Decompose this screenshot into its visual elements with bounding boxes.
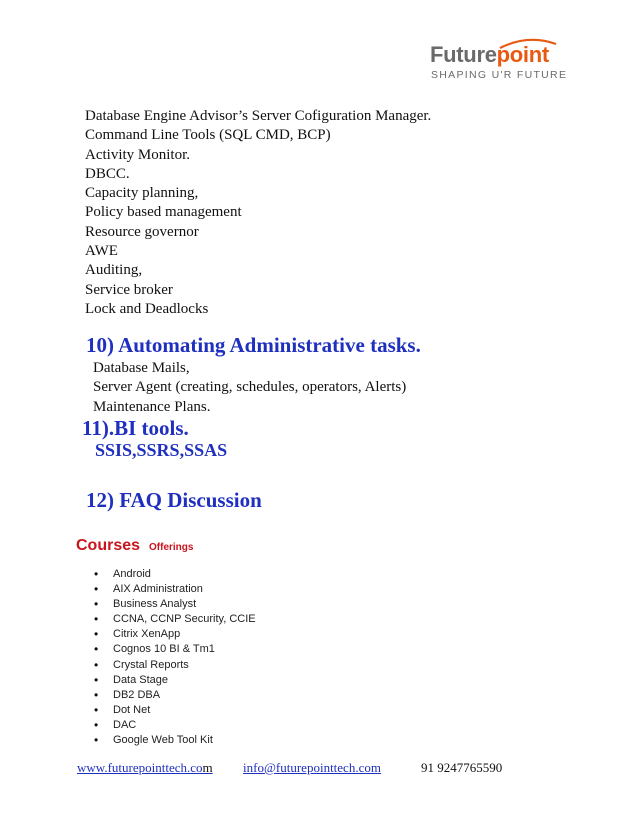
course-item: • Data Stage <box>94 673 256 688</box>
footer-website-link[interactable] <box>77 760 213 776</box>
logo-wordmark <box>430 42 549 68</box>
section-10-list <box>93 359 406 417</box>
topic-item: Service broker <box>85 281 173 298</box>
topic-item: Resource governor <box>85 223 199 240</box>
topic-item: Auditing, <box>85 262 143 279</box>
topic-item: Command Line Tools (SQL CMD, BCP) <box>85 127 331 144</box>
course-item: • Business Analyst <box>94 597 256 612</box>
footer-email-link[interactable]: info@futurepointtech.com <box>243 760 381 775</box>
course-item: • Dot Net <box>94 703 256 718</box>
topic-item: DBCC. <box>85 165 130 182</box>
section-12-heading: 12) FAQ Discussion <box>86 488 262 512</box>
course-item: • Google Web Tool Kit <box>94 733 256 748</box>
footer-website-text[interactable]: www.futurepointtech.co <box>77 760 203 775</box>
topic-item: Database Engine Advisor’s Server Cofiguration Manager. <box>85 108 432 124</box>
topic-list <box>85 107 431 319</box>
topic-item: Lock and Deadlocks <box>85 300 209 317</box>
courses-subtitle: Offerings <box>149 542 194 553</box>
bi-tools-list: SSIS,SSRS,SSAS <box>95 440 228 460</box>
course-item: • Cognos 10 BI & Tm1 <box>94 642 256 657</box>
section-10-item: Server Agent (creating, schedules, operators, Alerts) <box>93 379 407 396</box>
courses-title: Courses <box>76 537 141 554</box>
section-10-item: Database Mails, <box>93 360 190 376</box>
topic-item: Activity Monitor. <box>85 146 190 163</box>
footer-phone: 91 9247765590 <box>421 760 503 775</box>
course-list <box>94 567 256 748</box>
section-10-item: Maintenance Plans. <box>93 398 211 415</box>
course-item: • DAC <box>94 718 256 733</box>
course-item: • DB2 DBA <box>94 688 256 703</box>
futurepoint-logo <box>430 38 568 88</box>
section-11-heading: 11).BI tools. <box>82 416 189 440</box>
course-item: • Citrix XenApp <box>94 627 256 642</box>
course-item: • CCNA, CCNP Security, CCIE <box>94 612 256 627</box>
logo-word-future: Future <box>430 42 497 67</box>
topic-item: AWE <box>85 243 118 260</box>
logo-tagline: SHAPING U'R FUTURE <box>431 69 568 81</box>
logo-word-point: point <box>496 42 549 67</box>
topic-item: Capacity planning, <box>85 185 199 202</box>
topic-item: Policy based management <box>85 204 242 221</box>
footer-website-tail: m <box>202 760 213 775</box>
course-item: • AIX Administration <box>94 582 256 597</box>
course-item: • Crystal Reports <box>94 658 256 673</box>
section-10-heading: 10) Automating Administrative tasks. <box>86 333 421 357</box>
course-item: • Android <box>94 567 256 582</box>
